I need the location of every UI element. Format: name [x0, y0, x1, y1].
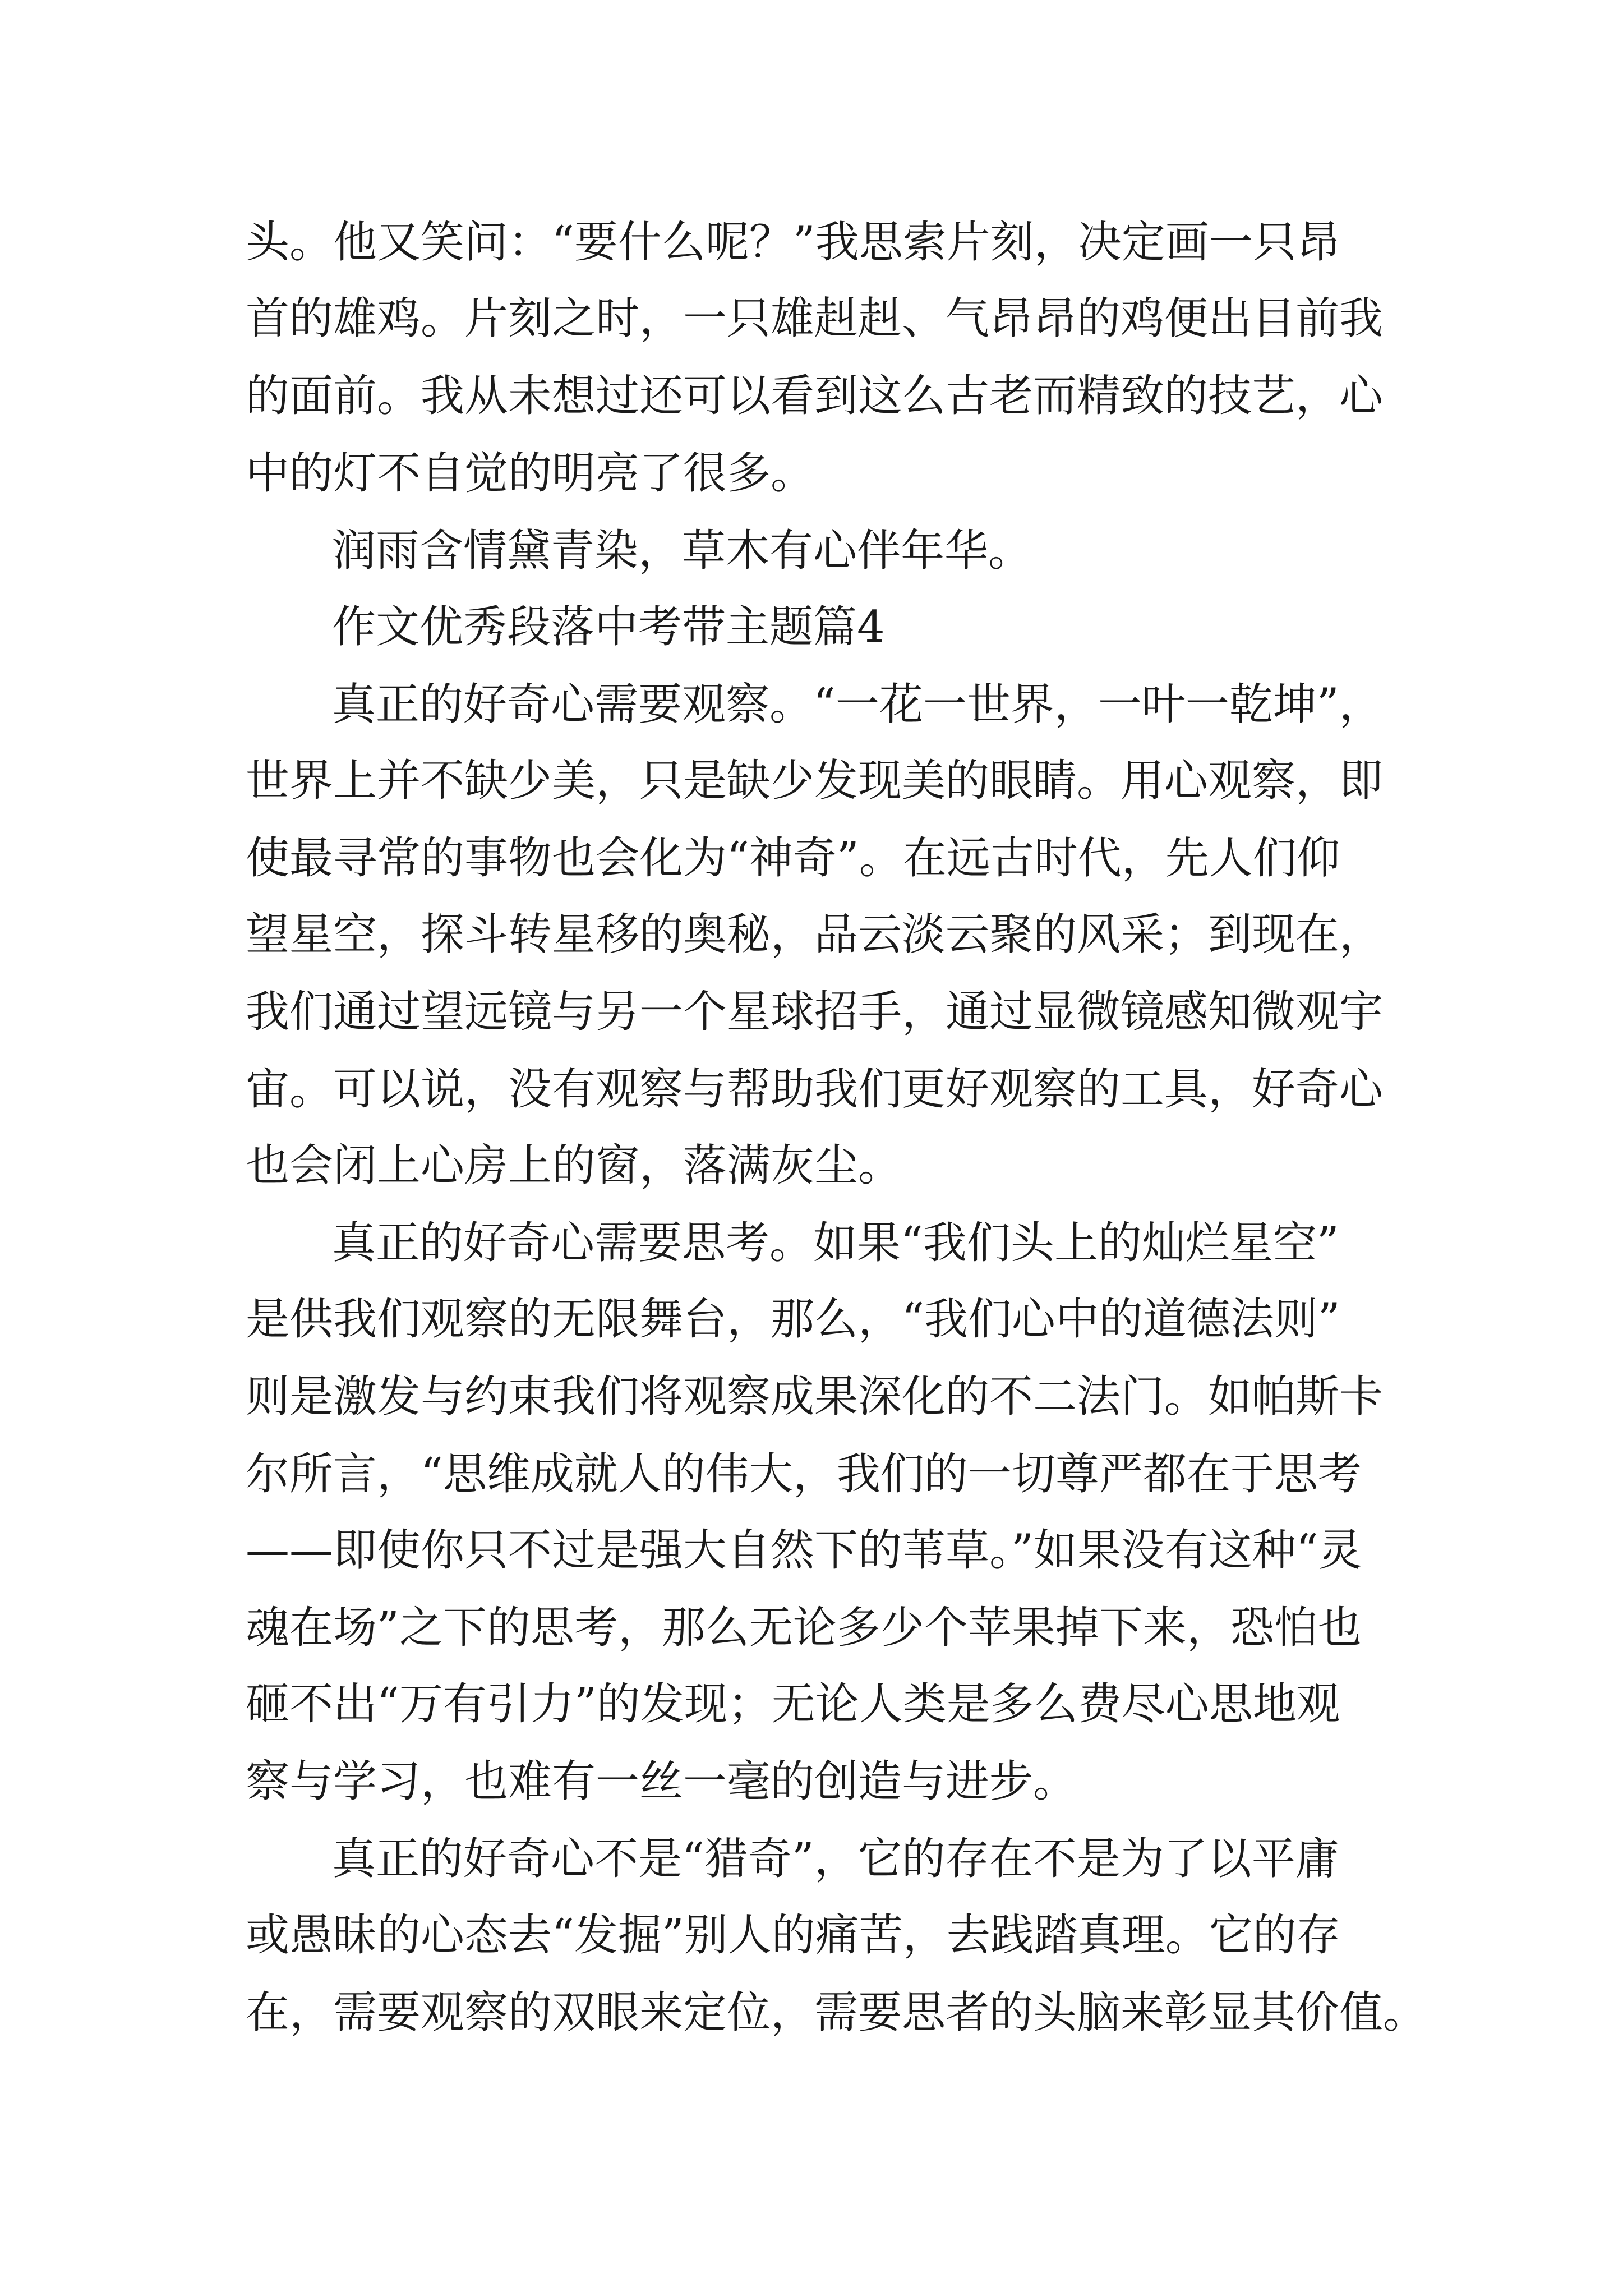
- text-line: 润雨含情黛青染，草木有心伴年华。: [332, 526, 1032, 576]
- text-line: 则是激发与约束我们将观察成果深化的不二法门。如帕斯卡: [246, 1372, 1384, 1422]
- text-line: 头。他又笑问：“要什么呢？”我思索片刻，决定画一只昂: [246, 217, 1340, 268]
- text-line: 世界上并不缺少美，只是缺少发现美的眼睛。用心观察，即: [246, 756, 1384, 806]
- text-line: 的面前。我从未想过还可以看到这么古老而精致的技艺，心: [246, 371, 1384, 421]
- text-line: 尔所言，“思维成就人的伟大，我们的一切尊严都在于思考: [246, 1449, 1362, 1499]
- text-line: 首的雄鸡。片刻之时，一只雄赳赳、气昂昂的鸡便出目前我: [246, 293, 1384, 344]
- text-line: 使最寻常的事物也会化为“神奇”。在远古时代，先人们仰: [246, 833, 1340, 884]
- text-line: 或愚昧的心态去“发掘”别人的痛苦，去践踏真理。它的存: [246, 1910, 1340, 1961]
- text-line: 在，需要观察的双眼来定位，需要思者的头脑来彰显其价值。: [246, 1987, 1427, 2038]
- text-line: 察与学习，也难有一丝一毫的创造与进步。: [246, 1756, 1077, 1807]
- text-line: 魂在场”之下的思考，那么无论多少个苹果掉下来，恐怕也: [246, 1603, 1362, 1653]
- text-line: 真正的好奇心不是“猎奇”，它的存在不是为了以平庸: [332, 1834, 1339, 1884]
- section-heading: 作文优秀段落中考带主题篇4: [332, 602, 885, 652]
- text-line: 是供我们观察的无限舞台，那么，“我们心中的道德法则”: [246, 1294, 1340, 1345]
- text-line: 真正的好奇心需要观察。“一花一世界，一叶一乾坤”，: [332, 679, 1383, 730]
- text-line: 也会闭上心房上的窗，落满灰尘。: [246, 1140, 902, 1191]
- text-line: 真正的好奇心需要思考。如果“我们头上的灿烂星空”: [332, 1218, 1339, 1268]
- text-line: 砸不出“万有引力”的发现；无论人类是多么费尽心思地观: [246, 1679, 1340, 1729]
- text-line: 中的灯不自觉的明亮了很多。: [246, 448, 815, 499]
- text-line: ——即使你只不过是强大自然下的苇草。”如果没有这种“灵: [246, 1525, 1362, 1576]
- text-line: 我们通过望远镜与另一个星球招手，通过显微镜感知微观宇: [246, 987, 1384, 1037]
- text-line: 宙。可以说，没有观察与帮助我们更好观察的工具，好奇心: [246, 1064, 1384, 1115]
- text-line: 望星空，探斗转星移的奥秘，品云淡云聚的风采；到现在，: [246, 909, 1384, 960]
